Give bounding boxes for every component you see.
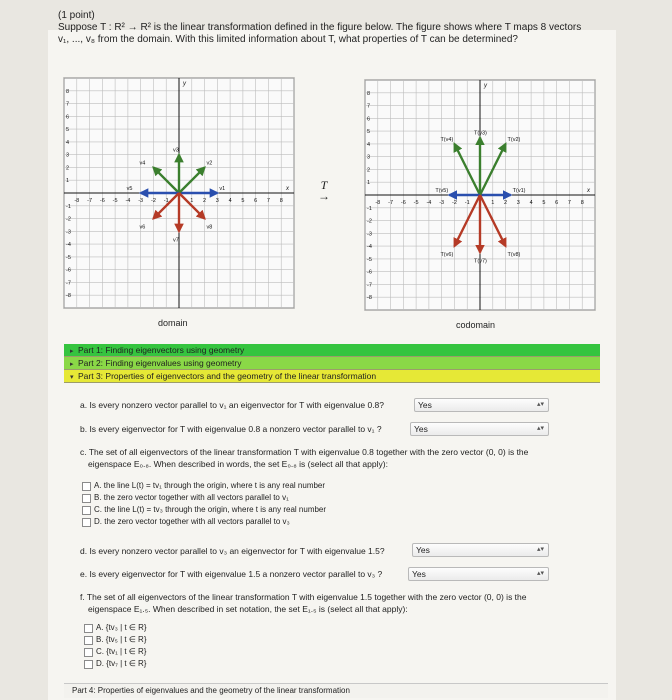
domain-y-tick: -5 [66, 254, 71, 261]
domain-vector-label: v7 [173, 237, 179, 244]
codomain-vector-label: T(v5) [435, 188, 449, 194]
domain-x-tick: -5 [112, 198, 118, 204]
points-label: (1 point) [58, 10, 95, 21]
checkbox-c-a[interactable] [82, 482, 91, 491]
domain-y-axis-label: y [183, 81, 186, 87]
domain-x-tick: 2 [203, 198, 207, 204]
codomain-vector-label: T(v8) [507, 252, 521, 259]
codomain-y-tick: -8 [367, 295, 372, 302]
codomain-x-tick: -7 [388, 200, 394, 206]
codomain-y-tick: 3 [367, 154, 371, 161]
domain-x-tick: -2 [150, 198, 156, 204]
domain-x-tick: 5 [241, 198, 245, 204]
codomain-x-tick: -6 [400, 200, 406, 206]
codomain-x-tick: 5 [542, 200, 546, 206]
domain-vector-label: v6 [139, 224, 146, 231]
domain-y-tick: -3 [66, 229, 71, 236]
option-c-b: B. the zero vector together with all vectors parallel to v₁ [94, 493, 289, 502]
codomain-y-tick: -2 [367, 218, 372, 225]
codomain-y-tick: 8 [367, 90, 371, 97]
question-a: a. Is every nonzero vector parallel to v₁ an eigenvector for T with eigenvalue 0.8? [80, 400, 385, 410]
codomain-vector-label: T(v1) [512, 188, 526, 194]
answer-d-select[interactable]: Yes ▴▾ [412, 543, 549, 557]
domain-y-tick: -4 [66, 242, 71, 249]
domain-y-tick: -7 [66, 280, 71, 287]
domain-vector-label: v5 [126, 186, 133, 192]
checkbox-c-c[interactable] [82, 506, 91, 515]
codomain-y-tick: -4 [367, 244, 372, 251]
checkbox-c-b[interactable] [82, 494, 91, 503]
domain-label: domain [158, 318, 188, 328]
codomain-label: codomain [456, 320, 496, 330]
codomain-x-tick: -4 [426, 200, 432, 206]
codomain-x-tick: 8 [580, 200, 584, 206]
checkbox-f-b[interactable] [84, 636, 93, 645]
domain-x-tick: -6 [99, 198, 105, 204]
codomain-y-tick: -3 [367, 231, 372, 238]
answer-a-select[interactable]: Yes ▴▾ [414, 398, 549, 412]
domain-y-tick: 8 [66, 88, 70, 95]
codomain-graph [357, 72, 603, 318]
codomain-x-tick: -5 [413, 200, 419, 206]
option-f-c: C. {tv₁ | t ∈ R} [96, 647, 147, 656]
codomain-vector-label: T(v7) [474, 258, 487, 265]
domain-vector-label: v2 [206, 160, 213, 167]
codomain-y-tick: 2 [367, 167, 371, 174]
answer-e-select[interactable]: Yes ▴▾ [408, 567, 549, 581]
domain-x-tick: 3 [215, 198, 219, 204]
domain-y-tick: 7 [66, 101, 70, 108]
codomain-y-tick: 4 [367, 141, 371, 148]
domain-y-tick: 6 [66, 114, 70, 121]
domain-y-tick: 4 [66, 139, 70, 146]
domain-x-tick: -1 [163, 198, 169, 204]
checkbox-c-d[interactable] [82, 518, 91, 527]
answer-b-select[interactable]: Yes ▴▾ [410, 422, 549, 436]
codomain-x-tick: -8 [375, 200, 381, 206]
codomain-x-tick: -2 [451, 200, 457, 206]
domain-y-tick: -6 [66, 267, 71, 274]
codomain-x-tick: 7 [567, 200, 571, 206]
codomain-x-tick: 3 [516, 200, 520, 206]
chevron-updown-icon: ▴▾ [536, 546, 544, 553]
codomain-x-tick: 4 [529, 200, 533, 206]
domain-y-tick: 3 [66, 152, 70, 159]
option-c-c: C. the line L(t) = tv₃ through the origin, where t is any real number [94, 505, 327, 514]
domain-vector-label: v8 [206, 224, 213, 231]
chevron-updown-icon: ▴▾ [536, 425, 544, 432]
part-4-header[interactable]: Part 4: Properties of eigenvalues and the geometry of the linear transformation [64, 683, 608, 698]
problem-header [58, 10, 618, 46]
codomain-y-axis-label: y [484, 83, 487, 89]
domain-y-tick: -8 [66, 293, 71, 300]
codomain-y-tick: -6 [367, 269, 372, 276]
domain-x-tick: 8 [279, 198, 283, 204]
question-c-line-1: c. The set of all eigenvectors of the linear transformation T with eigenvalue 0.8 together with the zero vector (0, 0) is the [80, 447, 529, 457]
domain-x-tick: -8 [74, 198, 80, 204]
part-1-header[interactable]: ▸ Part 1: Finding eigenvectors using geometry [64, 344, 600, 357]
domain-y-tick: -2 [66, 216, 71, 223]
domain-x-tick: -3 [138, 198, 144, 204]
domain-x-tick: -4 [125, 198, 131, 204]
codomain-y-tick: 5 [367, 129, 371, 136]
codomain-x-tick: 1 [491, 200, 495, 206]
option-c-a: A. the line L(t) = tv₁ through the origin, where t is any real number [94, 481, 326, 490]
codomain-x-axis-label: x [587, 188, 590, 194]
codomain-x-tick: 6 [555, 200, 559, 206]
part-2-header[interactable]: ▸ Part 2: Finding eigenvalues using geometry [64, 357, 600, 370]
option-f-b: B. {tv₅ | t ∈ R} [96, 635, 147, 644]
chevron-updown-icon: ▴▾ [536, 570, 544, 577]
question-b: b. Is every eigenvector for T with eigenvalue 0.8 a nonzero vector parallel to v₁ ? [80, 424, 382, 434]
domain-y-tick: -1 [66, 203, 71, 210]
problem-text-line-2: v₁, ..., v₈ from the domain. With this limited information about T, what properties of T can be determined? [58, 34, 518, 45]
option-f-a: A. {tv₃ | t ∈ R} [96, 623, 147, 632]
question-c-line-2: eigenspace E₀.₈. When described in words, the set E₀.₈ is (select all that apply): [88, 459, 388, 469]
question-f-line-2: eigenspace E₁.₅. When described in set notation, the set E₁.₅ is (select all that apply): [88, 604, 408, 614]
domain-graph [56, 70, 302, 316]
question-e: e. Is every eigenvector for T with eigenvalue 1.5 a nonzero vector parallel to v₃ ? [80, 569, 383, 579]
codomain-y-tick: -1 [367, 205, 372, 212]
codomain-y-tick: 7 [367, 103, 371, 110]
codomain-vector-label: T(v2) [507, 136, 521, 143]
question-f-line-1: f. The set of all eigenvectors of the linear transformation T with eigenvalue 1.5 together with the zero vector (0, 0) is the [80, 592, 527, 602]
domain-y-tick: 5 [66, 127, 70, 134]
checkbox-f-a[interactable] [84, 624, 93, 633]
domain-y-tick: 1 [66, 178, 70, 185]
codomain-y-tick: -5 [367, 256, 372, 263]
domain-vector-label: v1 [219, 186, 226, 192]
codomain-x-tick: 2 [504, 200, 508, 206]
question-d: d. Is every nonzero vector parallel to v₃ an eigenvector for T with eigenvalue 1.5? [80, 546, 385, 556]
problem-text-line-1: Suppose T : R² → R² is the linear transformation defined in the figure below. The figure shows where T maps 8 vectors [58, 22, 582, 33]
domain-x-tick: 7 [266, 198, 270, 204]
domain-x-tick: -7 [87, 198, 93, 204]
codomain-vector-label: T(v4) [440, 136, 454, 143]
domain-x-tick: 1 [190, 198, 194, 204]
domain-x-axis-label: x [286, 186, 289, 192]
option-c-d: D. the zero vector together with all vectors parallel to v₃ [94, 517, 290, 526]
checkbox-f-c[interactable] [84, 648, 93, 657]
codomain-x-tick: -3 [439, 200, 445, 206]
domain-vector-label: v3 [173, 147, 179, 154]
map-symbol: T → [318, 178, 330, 203]
domain-y-tick: 2 [66, 165, 70, 172]
checkbox-f-d[interactable] [84, 660, 93, 669]
codomain-vector-label: T(v3) [474, 130, 487, 137]
option-f-d: D. {tv₇ | t ∈ R} [96, 659, 147, 668]
codomain-y-tick: 1 [367, 180, 371, 187]
codomain-x-tick: -1 [464, 200, 470, 206]
codomain-y-tick: -7 [367, 282, 372, 289]
codomain-vector-label: T(v6) [440, 252, 454, 259]
codomain-y-tick: 6 [367, 116, 371, 123]
domain-x-tick: 4 [228, 198, 232, 204]
parts-accordion [64, 344, 600, 383]
part-3-header[interactable]: ▾ Part 3: Properties of eigenvectors and the geometry of the linear transformation [64, 370, 600, 383]
domain-x-tick: 6 [254, 198, 258, 204]
chevron-updown-icon: ▴▾ [536, 401, 544, 408]
domain-vector-label: v4 [139, 160, 146, 167]
